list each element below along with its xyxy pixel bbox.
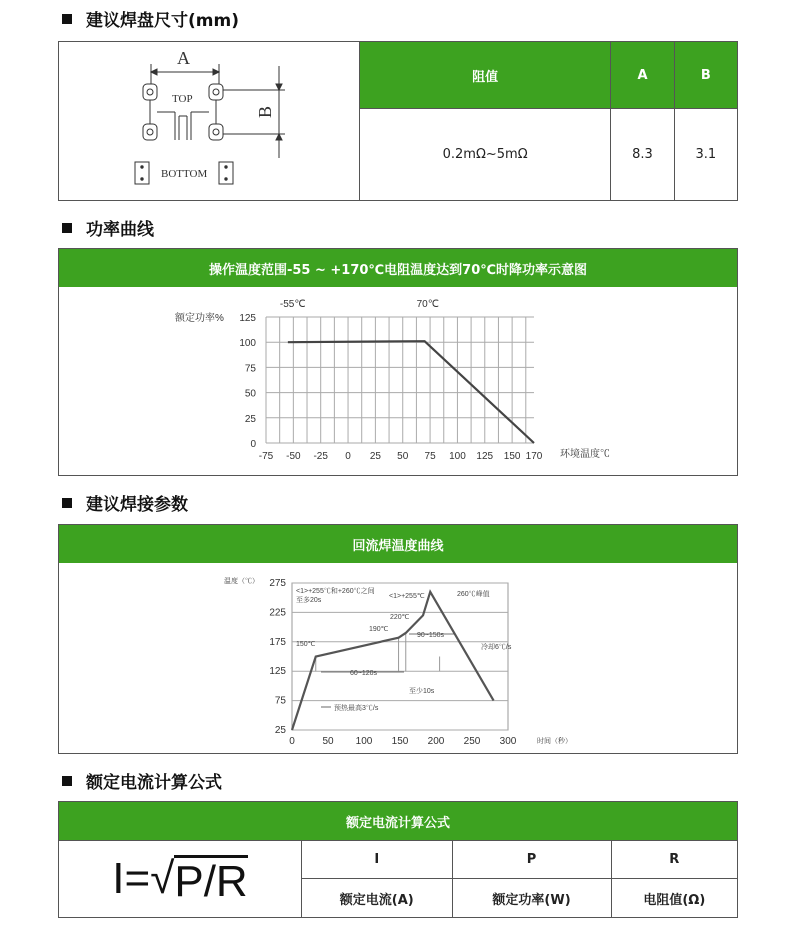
cell-current: 额定电流(A) bbox=[302, 879, 453, 918]
x-axis-label: 环境温度℃ bbox=[560, 449, 610, 460]
annotation-range: <1>+255℃和+260℃之间 bbox=[296, 588, 375, 595]
section-title: 额定电流计算公式 bbox=[86, 773, 222, 793]
label-bottom: BOTTOM bbox=[161, 168, 208, 180]
reflow-banner: 回流焊温度曲线 bbox=[59, 525, 737, 563]
header-r: R bbox=[611, 841, 737, 879]
annotation-220: 220℃ bbox=[390, 614, 410, 621]
annotation-cooling: 冷却6℃/s bbox=[481, 644, 512, 651]
annotation-190: 190℃ bbox=[369, 626, 389, 633]
label-a: A bbox=[177, 48, 190, 68]
x-tick-label: 300 bbox=[499, 736, 517, 747]
power-chart bbox=[59, 287, 737, 475]
x-tick-label: 200 bbox=[427, 736, 445, 747]
section-heading-power bbox=[62, 215, 154, 240]
label-top: TOP bbox=[172, 93, 193, 105]
y-tick-label: 175 bbox=[269, 636, 286, 648]
annotation-min-temp: -55℃ bbox=[279, 299, 306, 310]
y-tick-label: 275 bbox=[269, 578, 286, 589]
y-tick-label: 75 bbox=[244, 363, 256, 375]
x-tick-label: 150 bbox=[503, 451, 521, 462]
bullet-square-icon bbox=[62, 498, 72, 508]
reflow-chart bbox=[59, 563, 737, 753]
header-a: A bbox=[611, 42, 674, 109]
power-line bbox=[288, 341, 534, 443]
x-tick-label: 0 bbox=[345, 451, 351, 462]
annotation-derate-temp: 70℃ bbox=[416, 299, 439, 310]
section-heading-pad bbox=[62, 6, 239, 31]
formula-box bbox=[58, 801, 738, 918]
y-tick-label: 100 bbox=[239, 338, 256, 350]
y-axis-label: 额定功率% bbox=[175, 313, 224, 324]
formula-body: P/R bbox=[174, 856, 248, 906]
annotation-90-150: 90~150s bbox=[417, 632, 445, 639]
pad-dimension-box bbox=[58, 41, 738, 201]
power-curve-box bbox=[58, 248, 738, 476]
header-p: P bbox=[452, 841, 611, 879]
pad-diagram bbox=[59, 42, 359, 200]
y-tick-label: 125 bbox=[269, 666, 286, 678]
y-tick-label: 0 bbox=[250, 439, 256, 450]
formula-table bbox=[301, 840, 738, 918]
x-tick-label: 50 bbox=[397, 451, 409, 462]
section-title: 建议焊盘尺寸(mm) bbox=[86, 11, 239, 31]
cell-power: 额定功率(W) bbox=[452, 879, 611, 918]
formula-display bbox=[59, 840, 301, 917]
cell-b: 3.1 bbox=[674, 109, 737, 201]
annotation-60-120: 60~120s bbox=[350, 670, 378, 677]
bullet-square-icon bbox=[62, 14, 72, 24]
x-tick-label: 50 bbox=[322, 736, 334, 747]
annotation-min10: 至少10s bbox=[409, 688, 435, 695]
x-tick-label: 100 bbox=[355, 736, 373, 747]
x-tick-label: 100 bbox=[449, 451, 466, 462]
pad-drawing bbox=[59, 42, 359, 200]
y-tick-label: 75 bbox=[274, 695, 286, 707]
y-tick-label: 225 bbox=[269, 607, 286, 619]
x-tick-label: 250 bbox=[463, 736, 481, 747]
x-tick-label: 0 bbox=[289, 736, 295, 747]
x-tick-label: -50 bbox=[286, 451, 301, 462]
annotation-150: 150℃ bbox=[296, 641, 316, 648]
bullet-square-icon bbox=[62, 223, 72, 233]
section-title: 建议焊接参数 bbox=[86, 495, 188, 515]
section-title: 功率曲线 bbox=[86, 220, 154, 240]
reflow-box bbox=[58, 524, 738, 754]
formula-left: I= bbox=[112, 854, 151, 903]
cell-resistance: 0.2mΩ~5mΩ bbox=[360, 109, 611, 201]
header-i: I bbox=[302, 841, 453, 879]
annotation-range-time: 至多20s bbox=[296, 597, 322, 604]
annotation-peak: 260℃峰值 bbox=[457, 591, 490, 598]
sqrt-icon: √ bbox=[150, 854, 175, 903]
bullet-square-icon bbox=[62, 776, 72, 786]
section-heading-solder bbox=[62, 490, 188, 515]
annotation-255: <1>+255℃ bbox=[389, 593, 425, 600]
y-tick-label: 25 bbox=[274, 725, 286, 736]
formula-banner: 额定电流计算公式 bbox=[59, 802, 737, 840]
y-tick-label: 125 bbox=[239, 313, 256, 324]
annotation-preheat: 预热最高3℃/s bbox=[334, 705, 379, 712]
plot-frame bbox=[292, 583, 508, 730]
power-banner: 操作温度范围-55 ~ +170℃电阻温度达到70℃时降功率示意图 bbox=[59, 249, 737, 287]
x-tick-label: 150 bbox=[391, 736, 409, 747]
cell-resistance-value: 电阻值(Ω) bbox=[611, 879, 737, 918]
y-axis-label: 温度（℃） bbox=[224, 578, 259, 585]
x-axis-label: 时间（秒） bbox=[537, 738, 572, 745]
x-tick-label: 170 bbox=[525, 451, 543, 462]
x-tick-label: 75 bbox=[424, 451, 436, 462]
y-tick-label: 50 bbox=[244, 388, 256, 400]
pad-table bbox=[359, 41, 738, 201]
y-tick-label: 25 bbox=[244, 413, 256, 425]
label-b: B bbox=[255, 105, 275, 118]
x-tick-label: 125 bbox=[476, 451, 494, 462]
section-heading-current bbox=[62, 768, 222, 793]
header-resistance: 阻值 bbox=[360, 42, 611, 109]
cell-a: 8.3 bbox=[611, 109, 674, 201]
header-b: B bbox=[674, 42, 737, 109]
x-tick-label: -25 bbox=[313, 451, 328, 462]
x-tick-label: 25 bbox=[369, 451, 381, 462]
x-tick-label: -75 bbox=[258, 451, 274, 462]
